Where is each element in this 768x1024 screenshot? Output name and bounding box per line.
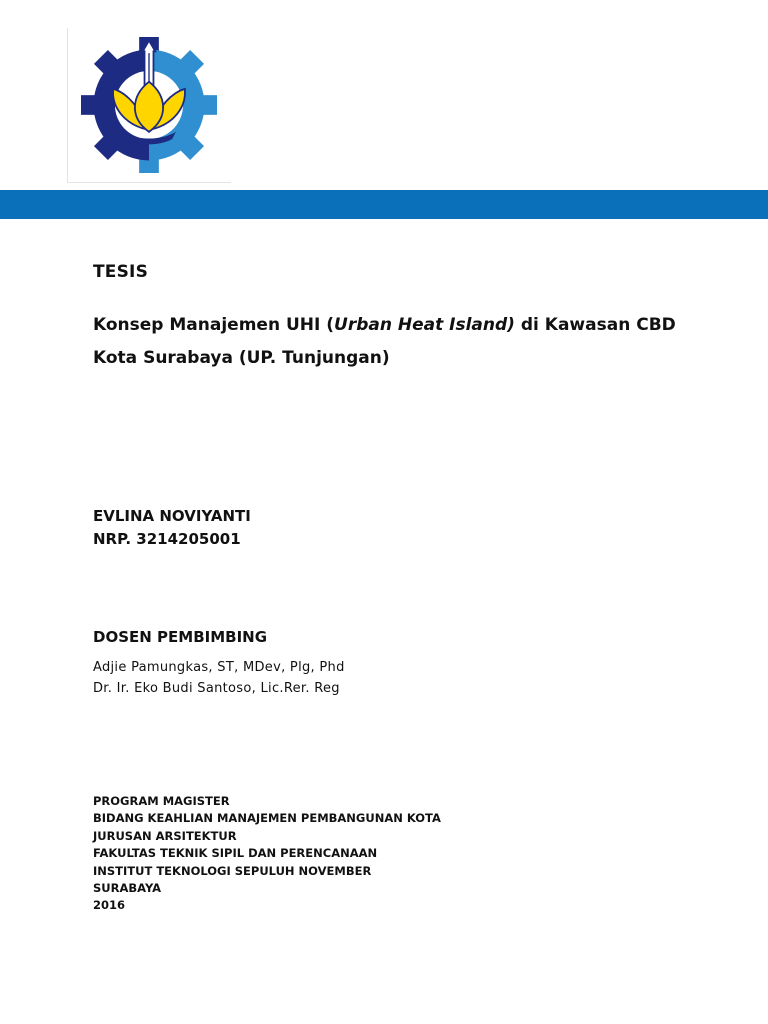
institution-line: PROGRAM MAGISTER: [93, 794, 230, 808]
thesis-title-part-1: Konsep Manajemen UHI (: [93, 315, 335, 335]
author-nrp: NRP. 3214205001: [93, 530, 241, 548]
advisor-name: Adjie Pamungkas, ST, MDev, Plg, Phd: [93, 660, 345, 675]
thesis-title-italic: Urban Heat Island): [334, 315, 515, 335]
institution-block: [93, 793, 441, 915]
institution-line: INSTITUT TEKNOLOGI SEPULUH NOVEMBER: [93, 863, 372, 878]
advisor-list: [93, 657, 345, 699]
logo-frame: [67, 28, 231, 183]
thesis-title: [93, 309, 713, 375]
author-name: EVLINA NOVIYANTI: [93, 507, 251, 525]
advisor-name: Dr. Ir. Eko Budi Santoso, Lic.Rer. Reg: [93, 681, 340, 696]
institution-line: 2016: [93, 898, 126, 913]
advisor-heading: DOSEN PEMBIMBING: [93, 628, 268, 646]
institution-line: FAKULTAS TEKNIK SIPIL DAN PERENCANAAN: [93, 846, 378, 861]
author-block: [93, 505, 251, 551]
institution-line: JURUSAN ARSITEKTUR: [93, 828, 237, 843]
institution-line: BIDANG KEAHLIAN MANAJEMEN PEMBANGUNAN KOTA: [93, 811, 441, 826]
its-gear-lotus-emblem-icon: [77, 37, 221, 173]
header-color-band: [0, 190, 768, 219]
institution-line: SURABAYA: [93, 881, 162, 896]
document-type: TESIS: [93, 262, 149, 282]
thesis-title-part-2: di Kawasan CBD Kota Surabaya (UP. Tunjungan): [93, 315, 676, 368]
